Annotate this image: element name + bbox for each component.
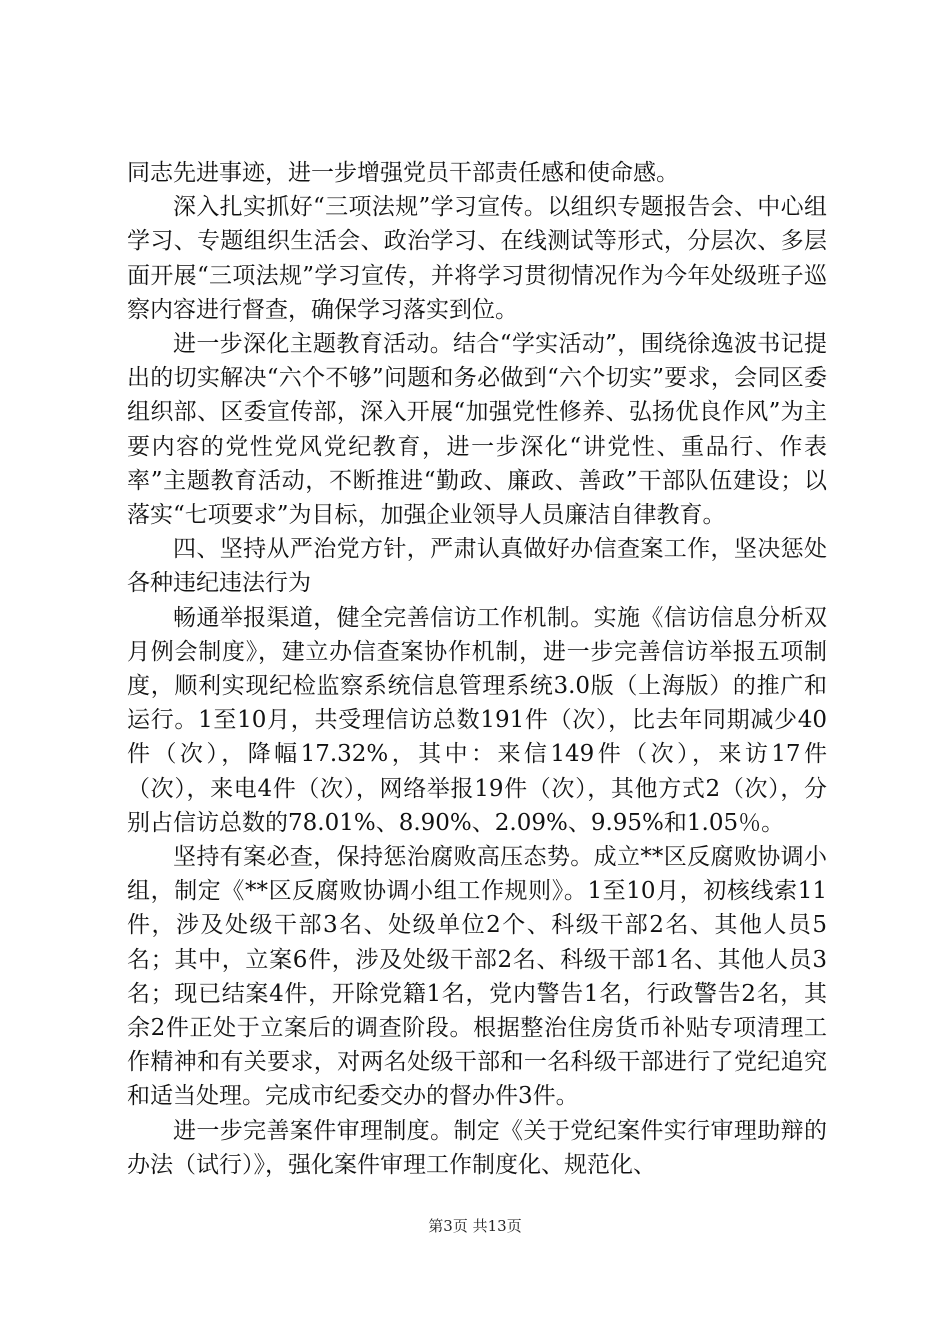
paragraph-theme-education: 进一步深化主题教育活动。结合“学实活动”，围绕徐逸波书记提出的切实解决“六个不够”问题和务必做到“六个切实”要求，会同区委组织部、区委宣传部，深入开展“加强党性修养、弘扬优良作风”为主要内容的党性党风党纪教育，进一步深化“讲党性、重品行、作表率”主题教育活动，不断推进“勤政、廉政、善政”干部队伍建设；以落实“七项要求”为目标，加强企业领导人员廉洁自律教育。 <box>127 331 827 529</box>
page-number-footer: 第3页 共13页 <box>428 1217 522 1235</box>
paragraph-continuation: 同志先进事迹，进一步增强党员干部责任感和使命感。 <box>127 160 679 186</box>
document-body <box>127 156 827 1182</box>
paragraph-three-regulations: 深入扎实抓好“三项法规”学习宣传。以组织专题报告会、中心组学习、专题组织生活会、政治学习、在线测试等形式，分层次、多层面开展“三项法规”学习宣传，并将学习贯彻情况作为今年处级班子巡察内容进行督查，确保学习落实到位。 <box>127 194 827 323</box>
section-heading-four: 四、坚持从严治党方针，严肃认真做好办信查案工作，坚决惩处各种违纪违法行为 <box>127 536 827 597</box>
paragraph-petition-channels: 畅通举报渠道，健全完善信访工作机制。实施《信访信息分析双月例会制度》，建立办信查案协作机制，进一步完善信访举报五项制度，顺利实现纪检监察系统信息管理系统3.0版（上海版）的推广和运行。1至10月，共受理信访总数191件（次），比去年同期减少40件（次），降幅17.32%，其中：来信149件（次），来访17件（次），来电4件（次），网络举报19件（次），其他方式2（次），分别占信访总数的78.01%、8.90%、2.09%、9.95%和1.05％。 <box>127 604 827 836</box>
paragraph-case-review: 进一步完善案件审理制度。制定《关于党纪案件实行审理助辩的办法（试行）》，强化案件审理工作制度化、规范化、 <box>127 1117 827 1178</box>
paragraph-case-investigation: 坚持有案必查，保持惩治腐败高压态势。成立**区反腐败协调小组，制定《**区反腐败协调小组工作规则》。1至10月，初核线索11件，涉及处级干部3名、处级单位2个、科级干部2名、其他人员5名；其中，立案6件，涉及处级干部2名、科级干部1名、其他人员3名；现已结案4件，开除党籍1名，党内警告1名，行政警告2名，其余2件正处于立案后的调查阶段。根据整治住房货币补贴专项清理工作精神和有关要求，对两名处级干部和一名科级干部进行了党纪追究和适当处理。完成市纪委交办的督办件3件。 <box>127 844 827 1110</box>
